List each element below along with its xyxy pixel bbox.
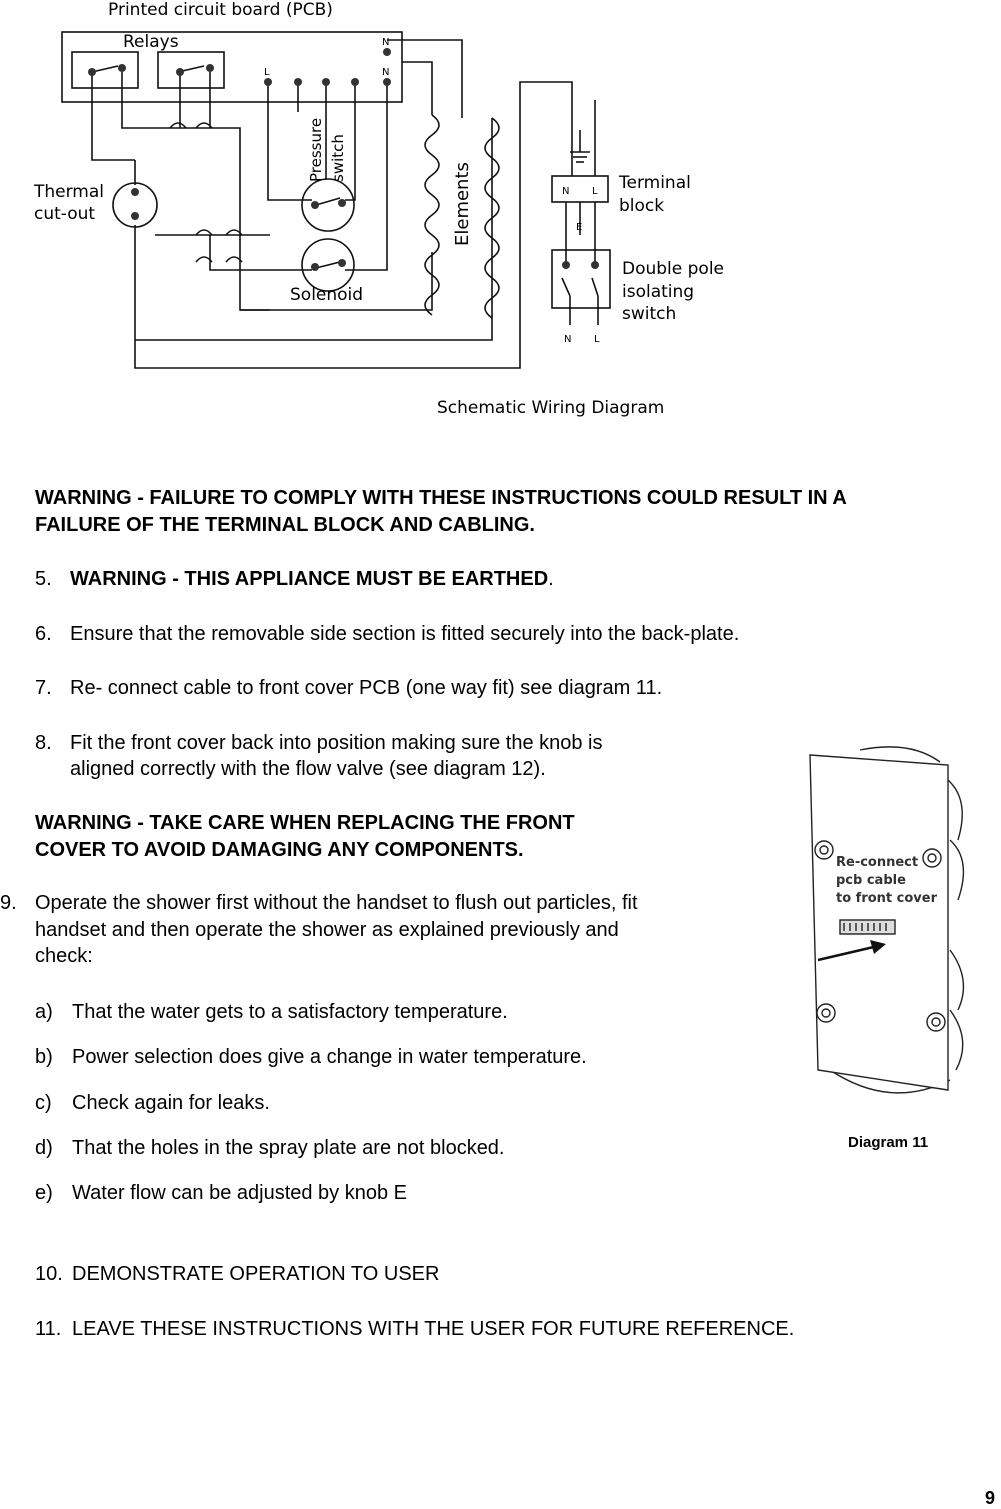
check-c-text: Check again for leaks.	[72, 1092, 270, 1114]
check-d-letter: d)	[35, 1137, 53, 1159]
step-10-number: 10.	[35, 1263, 63, 1285]
step-9-line-1: Operate the shower first without the handset to flush out particles, fit	[35, 892, 638, 914]
warning-cover-line-2: COVER TO AVOID DAMAGING ANY COMPONENTS.	[35, 839, 524, 861]
pressure-switch-label-1: Pressure	[307, 117, 325, 182]
elements-label: Elements	[452, 162, 473, 246]
terminal-block-label-2: block	[619, 196, 665, 216]
terminal-block-label-1: Terminal	[619, 173, 691, 193]
diagram-11-label-3: to front cover	[836, 891, 938, 906]
diagram-11-label-1: Re-connect	[836, 855, 919, 870]
warning-terminal-line-2: FAILURE OF THE TERMINAL BLOCK AND CABLING.	[35, 514, 535, 536]
step-8-number: 8.	[35, 732, 52, 754]
warning-cover-line-1: WARNING - TAKE CARE WHEN REPLACING THE FRONT	[35, 812, 575, 834]
step-9-line-3: check:	[35, 945, 93, 967]
step-5-text	[70, 567, 554, 591]
step-10-text: DEMONSTRATE OPERATION TO USER	[72, 1263, 440, 1285]
check-d-text: That the holes in the spray plate are not blocked.	[72, 1137, 505, 1159]
thermal-cutout-label-2: cut-out	[34, 204, 96, 224]
solenoid-label: Solenoid	[290, 285, 364, 305]
diagram-11-label-2: pcb cable	[836, 873, 906, 888]
pin-e-terminal: E	[576, 222, 583, 233]
check-e-letter: e)	[35, 1182, 53, 1204]
check-b-text: Power selection does give a change in water temperature.	[72, 1046, 587, 1068]
pressure-switch-label-2: switch	[329, 134, 347, 182]
thermal-cutout-label-1: Thermal	[34, 182, 105, 202]
isolating-switch-label-1: Double pole	[622, 259, 725, 279]
schematic-caption: Schematic Wiring Diagram	[437, 398, 665, 418]
terminal-block-box	[552, 176, 608, 202]
pin-n-mid: N	[382, 67, 390, 78]
isolating-switch-box	[552, 250, 610, 308]
step-6-number: 6.	[35, 623, 52, 645]
pcb-title: Printed circuit board (PCB)	[108, 0, 333, 20]
step-7-text: Re- connect cable to front cover PCB (one way fit) see diagram 11.	[70, 677, 663, 699]
relays-label: Relays	[123, 32, 179, 52]
pin-l-terminal: L	[592, 186, 598, 197]
step-9-line-2: handset and then operate the shower as explained previously and	[35, 919, 619, 941]
diagram-11-caption: Diagram 11	[848, 1134, 929, 1151]
step-11-number: 11.	[35, 1318, 62, 1340]
pin-l-switch: L	[594, 334, 600, 345]
isolating-switch-label-3: switch	[622, 304, 677, 324]
pressure-switch-symbol	[302, 179, 354, 231]
step-9-number: 9.	[0, 892, 17, 914]
page-number: 9	[985, 1488, 996, 1508]
step-7-number: 7.	[35, 677, 52, 699]
step-6-text: Ensure that the removable side section is fitted securely into the back-plate.	[70, 623, 740, 645]
pin-n-switch: N	[564, 334, 572, 345]
diagram-11-illustration	[800, 740, 990, 1130]
step-5-tail: .	[548, 568, 554, 590]
pin-n-top: N	[382, 37, 390, 48]
check-a-letter: a)	[35, 1001, 53, 1023]
pin-l-pcb: L	[264, 67, 270, 78]
check-b-letter: b)	[35, 1046, 53, 1068]
step-8-line-2: aligned correctly with the flow valve (see diagram 12).	[70, 758, 546, 780]
schematic-wiring-diagram	[0, 0, 760, 440]
relay-box-2	[158, 52, 224, 88]
step-11-text: LEAVE THESE INSTRUCTIONS WITH THE USER FOR FUTURE REFERENCE.	[72, 1318, 795, 1340]
step-5-bold: WARNING - THIS APPLIANCE MUST BE EARTHED	[70, 568, 549, 590]
step-8-line-1: Fit the front cover back into position making sure the knob is	[70, 732, 603, 754]
relay-box-1	[72, 52, 138, 88]
pin-n-terminal: N	[562, 186, 570, 197]
check-c-letter: c)	[35, 1092, 52, 1114]
check-e-text: Water flow can be adjusted by knob E	[72, 1182, 407, 1204]
isolating-switch-label-2: isolating	[622, 282, 695, 302]
check-a-text: That the water gets to a satisfactory temperature.	[72, 1001, 508, 1023]
warning-terminal-line-1: WARNING - FAILURE TO COMPLY WITH THESE INSTRUCTIONS COULD RESULT IN A	[35, 487, 847, 509]
step-5-number: 5.	[35, 568, 52, 590]
